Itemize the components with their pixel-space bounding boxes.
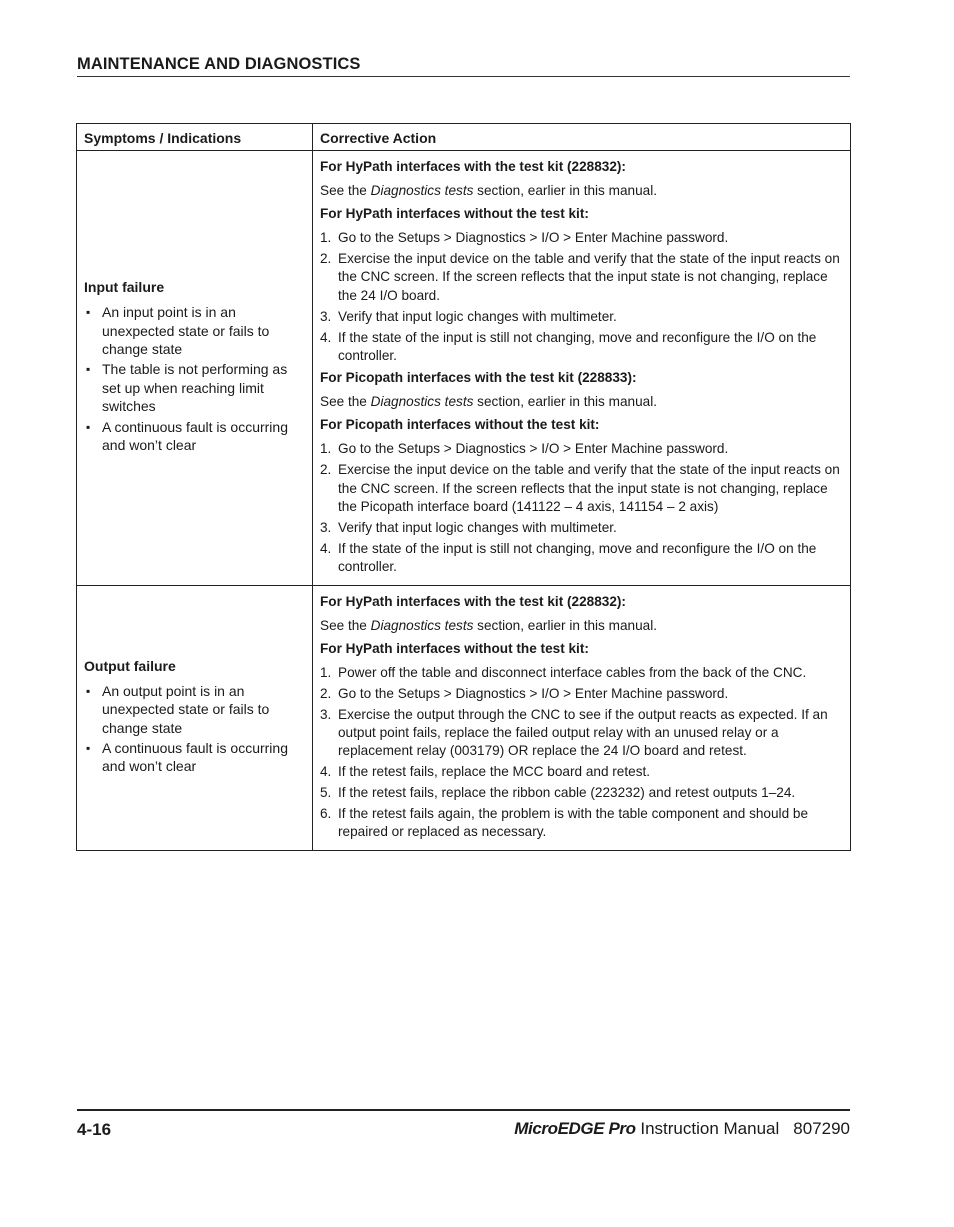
step-number: 3. (320, 308, 332, 324)
step-number: 1. (320, 230, 332, 245)
action-subheading: For HyPath interfaces without the test kit: (320, 640, 589, 656)
step-text: If the retest fails, replace the MCC board and retest. (338, 764, 651, 780)
step-number: 4. (320, 764, 332, 780)
step-text: Go to the Setups > Diagnostics > I/O > Enter Machine password. (338, 230, 729, 245)
step-text: Go to the Setups > Diagnostics > I/O > Enter Machine password. (338, 441, 729, 457)
page-number: 4-16 (77, 1120, 112, 1139)
step-number: 6. (320, 806, 332, 822)
section-title: MAINTENANCE AND DIAGNOSTICS (77, 55, 361, 73)
product-brand: MicroEDGE Pro (514, 1119, 636, 1138)
bullet-marker: ▪ (86, 683, 91, 698)
table-row (77, 151, 851, 586)
step-number: 3. (320, 706, 332, 722)
reference-link-text: Diagnostics tests (370, 394, 474, 410)
page-header (77, 55, 850, 77)
part-number: 807290 (793, 1119, 850, 1138)
procedure-step (320, 440, 843, 458)
step-text: Verify that input logic changes with multimeter. (338, 308, 617, 324)
step-number: 4. (320, 329, 332, 345)
corrective-action-cell (313, 151, 851, 586)
symptom-bullet (84, 739, 304, 776)
action-subheading: For HyPath interfaces with the test kit (228832): (320, 593, 626, 609)
bullet-marker: ▪ (86, 305, 91, 320)
reference-suffix: section, earlier in this manual. (473, 394, 657, 410)
step-number: 5. (320, 785, 332, 801)
symptom-text: The table is not performing as set up when reaching limit switches (102, 361, 288, 415)
reference-suffix: section, earlier in this manual. (473, 617, 657, 633)
step-number: 2. (320, 462, 332, 478)
step-number: 1. (320, 664, 332, 680)
table-header-row (77, 124, 851, 151)
action-subheading: For Picopath interfaces without the test kit: (320, 417, 600, 433)
symptom-list (84, 682, 304, 776)
symptom-text: A continuous fault is occurring and won’t clear (102, 418, 288, 454)
reference-link-text: Diagnostics tests (370, 183, 474, 198)
procedure-step (320, 519, 843, 537)
step-text: If the retest fails, replace the ribbon cable (223232) and retest outputs 1–24. (338, 785, 796, 801)
procedure-step (320, 229, 843, 247)
bullet-marker: ▪ (86, 419, 91, 434)
procedure-steps (320, 664, 843, 842)
doc-title: Instruction Manual (640, 1119, 780, 1138)
procedure-step (320, 461, 843, 516)
column-header-symptoms: Symptoms / Indications (77, 124, 313, 151)
symptom-text: An input point is in an unexpected state or fails to change state (102, 304, 270, 358)
step-text: Exercise the input device on the table and verify that the state of the input reacts on the CNC screen. If the screen reflects that the input state is not changing, replace the Picopath interface board (141122 – 4 axis, 141154 – 2 axis) (338, 462, 840, 515)
procedure-step (320, 784, 843, 802)
step-number: 4. (320, 540, 332, 556)
step-number: 2. (320, 250, 332, 266)
procedure-step (320, 805, 843, 842)
footer-rule (77, 1109, 850, 1111)
step-text: Exercise the input device on the table and verify that the state of the input reacts on the CNC screen. If the screen reflects that the input state is not changing, replace the 24 I/O board. (338, 250, 840, 303)
reference-prefix: See the (320, 394, 371, 410)
procedure-steps (320, 440, 843, 576)
symptom-cell (77, 585, 313, 850)
table-row (77, 585, 851, 850)
reference-link-text: Diagnostics tests (370, 617, 474, 633)
procedure-step (320, 685, 843, 703)
procedure-step (320, 329, 843, 366)
corrective-action-cell (313, 585, 851, 850)
step-text: Verify that input logic changes with multimeter. (338, 519, 617, 535)
bullet-marker: ▪ (86, 740, 91, 755)
procedure-steps (320, 229, 843, 365)
reference-text (320, 182, 843, 200)
symptom-list (84, 303, 304, 454)
reference-prefix: See the (320, 183, 371, 198)
symptom-bullet (84, 360, 304, 415)
step-number: 2. (320, 685, 332, 701)
symptom-cell (77, 151, 313, 586)
symptom-bullet (84, 418, 304, 455)
procedure-step (320, 540, 843, 577)
symptom-text: A continuous fault is occurring and won’t clear (102, 739, 288, 775)
reference-text (320, 393, 843, 411)
footer-doc-info (514, 1119, 850, 1139)
symptom-bullet (84, 303, 304, 358)
bullet-marker: ▪ (86, 362, 91, 377)
action-subheading: For Picopath interfaces with the test kit (228833): (320, 370, 637, 386)
step-text: If the state of the input is still not changing, move and reconfigure the I/O on the controller. (338, 329, 817, 363)
step-text: If the retest fails again, the problem is with the table component and should be repaired or replaced as necessary. (338, 806, 809, 840)
step-text: Exercise the output through the CNC to see if the output reacts as expected. If an output point fails, replace the failed output relay with an unused relay or a replacement relay (003179) OR replace the 24 I/O board and retest. (338, 706, 828, 759)
procedure-step (320, 706, 843, 761)
procedure-step (320, 763, 843, 781)
procedure-step (320, 250, 843, 305)
diagnostics-table (76, 123, 851, 851)
step-number: 3. (320, 519, 332, 535)
action-subheading: For HyPath interfaces without the test kit: (320, 206, 589, 221)
symptom-title: Input failure (84, 279, 165, 296)
reference-suffix: section, earlier in this manual. (473, 183, 657, 198)
step-text: Go to the Setups > Diagnostics > I/O > Enter Machine password. (338, 685, 729, 701)
step-number: 1. (320, 441, 332, 457)
action-subheading: For HyPath interfaces with the test kit (228832): (320, 159, 626, 174)
symptom-text: An output point is in an unexpected state or fails to change state (102, 682, 270, 736)
column-header-corrective-action: Corrective Action (313, 124, 851, 151)
symptom-title: Output failure (84, 657, 176, 674)
procedure-step (320, 308, 843, 326)
step-text: Power off the table and disconnect interface cables from the back of the CNC. (338, 664, 807, 680)
procedure-step (320, 664, 843, 682)
step-text: If the state of the input is still not changing, move and reconfigure the I/O on the controller. (338, 540, 817, 575)
symptom-bullet (84, 682, 304, 737)
reference-prefix: See the (320, 617, 371, 633)
reference-text (320, 617, 843, 635)
